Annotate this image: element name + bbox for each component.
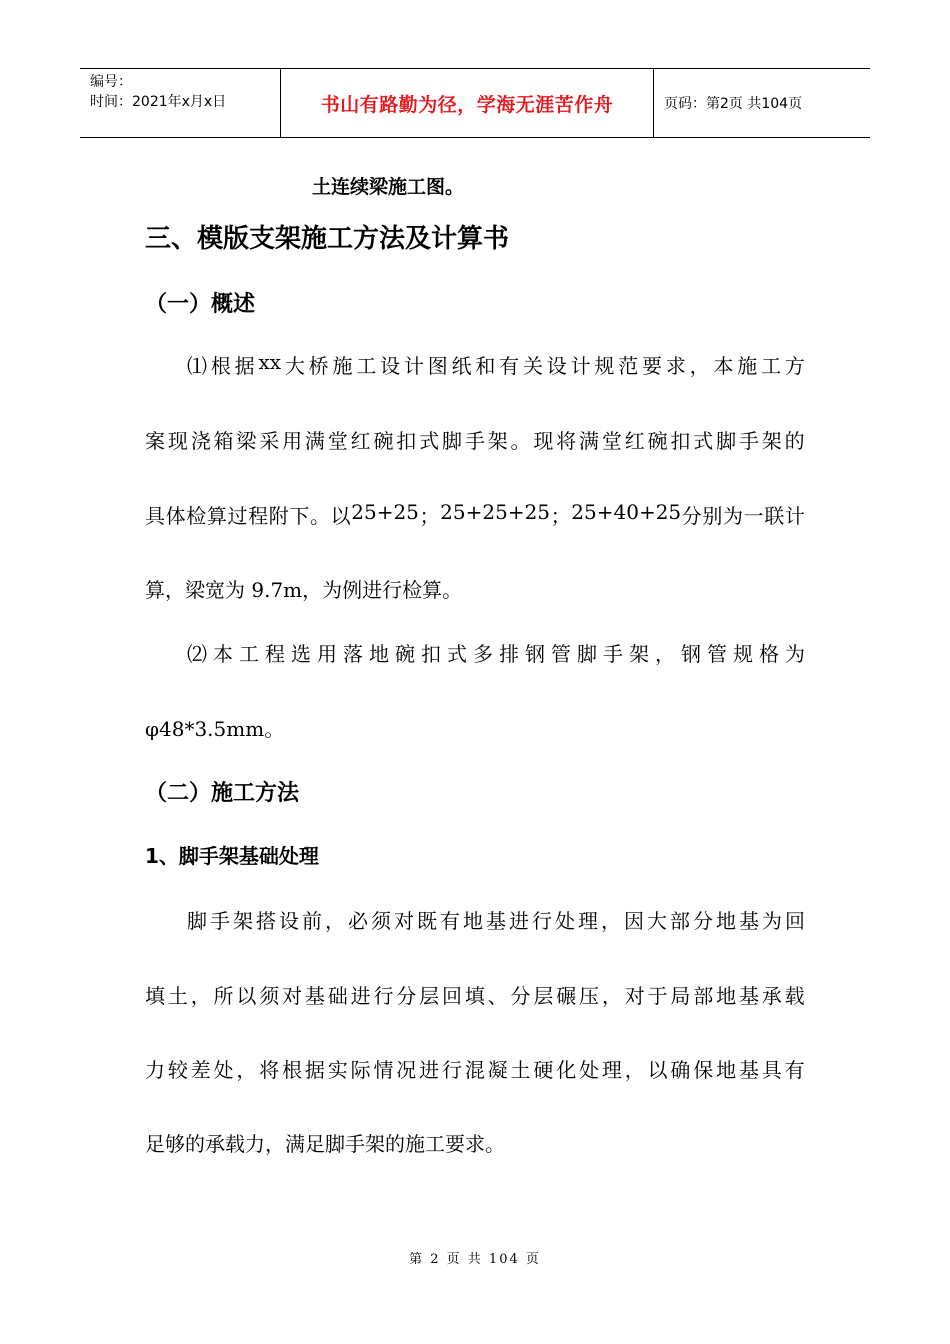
section-title: 三、模版支架施工方法及计算书 xyxy=(145,224,510,254)
paragraph-line: 填 土 ， 所 以 须 对 基 础 进 行 分 层 回 填 、 分 层 碾 压 ， 对 于 局 部 地 基 承 载 xyxy=(145,984,805,1008)
subsection-method-heading: （二）施工方法 xyxy=(145,781,300,806)
document-date-label: 时间：2021年x月x日 xyxy=(90,94,227,110)
header-meta-cell xyxy=(80,69,281,137)
page-header xyxy=(80,68,870,138)
document-number-label: 编号： xyxy=(90,74,132,90)
paragraph-line: ⑴ 根 据 xx 大 桥 施 工 设 计 图 纸 和 有 关 设 计 规 范 要 求 ， 本 施 工 方 xyxy=(187,350,805,378)
paragraph-line: ⑵ 本 工 程 选 用 落 地 碗 扣 式 多 排 钢 管 脚 手 架 ， 钢 管 规 格 为 xyxy=(187,642,805,666)
header-motto-cell xyxy=(281,69,654,137)
continued-title: 土连续梁施工图。 xyxy=(312,176,465,198)
paragraph-line: 脚 手 架 搭 设 前 ， 必 须 对 既 有 地 基 进 行 处 理 ， 因 大 部 分 地 基 为 回 xyxy=(187,909,805,933)
item-heading: 1、脚手架基础处理 xyxy=(145,844,319,868)
header-motto: 书山有路勤为径，学海无涯苦作舟 xyxy=(320,93,614,116)
paragraph-line: 足够的承载力，满足脚手架的施工要求。 xyxy=(145,1132,505,1156)
paragraph-line: 案 现 浇 箱 梁 采 用 满 堂 红 碗 扣 式 脚 手 架 。 现 将 满 堂 红 碗 扣 式 脚 手 架 的 xyxy=(145,429,805,453)
paragraph-line: 算，梁宽为 9.7m，为例进行检算。 xyxy=(145,578,463,602)
header-page-cell xyxy=(654,69,870,137)
paragraph-line: φ48*3.5mm。 xyxy=(145,717,285,741)
paragraph-line: 具 体 检 算 过 程 附 下 。 以 25+25 ； 25+25+25 ； 25+40+25 分 别 为 一 联 计 xyxy=(145,500,805,528)
subsection-overview-heading: （一）概述 xyxy=(145,292,256,317)
paragraph-line: 力 较 差 处 ， 将 根 据 实 际 情 况 进 行 混 凝 土 硬 化 处 理 ， 以 确 保 地 基 具 有 xyxy=(145,1058,805,1082)
header-page-info: 页码：第2页 共104页 xyxy=(664,96,803,112)
page-footer: 第 2 页 共 104 页 xyxy=(409,1252,541,1267)
